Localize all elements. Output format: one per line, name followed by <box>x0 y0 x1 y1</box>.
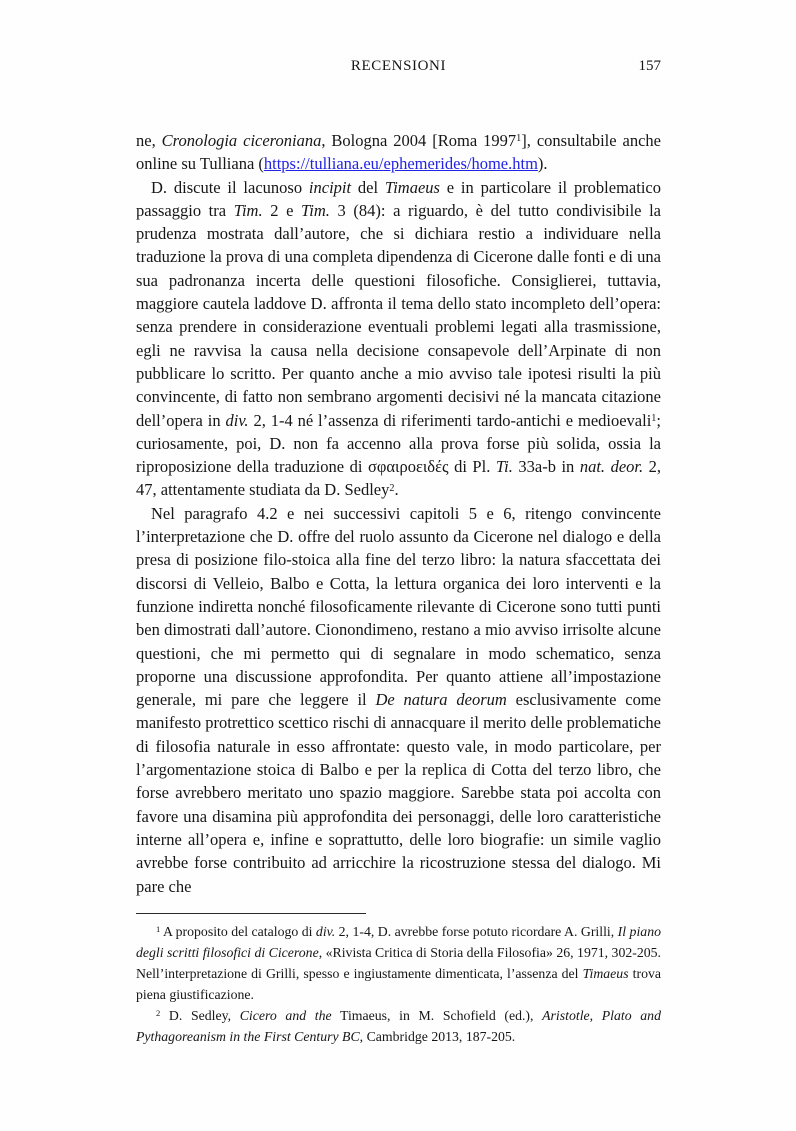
footnotes <box>136 921 661 1047</box>
text-run: 3 (84): a riguardo, è del tutto condivisibile la prudenza mostrata dall’autore, che si dichiara restio a individuare nella traduzione la prova di una completa dipendenza di Cicerone dalle fonti e di una sua padronanza incerta delle questioni filosofiche. Consiglierei, tuttavia, maggiore cautela laddove D. affronta il tema dello stato incompleto dell’opera: senza prendere in considerazione eventuali problemi legati alla trasmissione, egli ne ravvisa la causa nella decisione consapevole dell’Arpinate di non pubblicare lo scritto. Per quanto anche a mio avviso tale ipotesi risulti la più convincente, di fatto non sembrano argomenti decisivi né la mancata citazione dell’opera in <box>136 200 661 430</box>
text-run: 2 e <box>262 200 302 220</box>
text-run: 2, 1-4 né l’assenza di riferimenti tardo-antichi e medioevali <box>248 410 652 430</box>
text-run: Aristotle, Plato and Pythagoreanism in the First Century BC <box>136 1008 661 1044</box>
text-run: Il piano degli scritti filosofici di Cicerone <box>136 924 661 960</box>
footnote-reference: 2 <box>389 482 395 494</box>
text-run: div. <box>315 924 336 939</box>
text-run: Nel paragrafo 4.2 e nei successivi capitoli 5 e 6, ritengo convincente l’interpretazione che D. offre del ruolo assunto da Cicerone nel dialogo e della presa di posizione filo-stoica alla fine del terzo libro: la natura sfaccettata dei discorsi di Velleio, Balbo e Cotta, la lettura organica dei loro interventi e la funzione indiretta nonché filosoficamente rilevante di Cicerone sono tutti punti ben dimostrati dall’autore. Cionondimeno, restano a mio avviso irrisolte alcune questioni, che mi permetto qui di segnalare in modo schematico, senza proporne una discussione approfondita. Per quanto attiene all’impostazione generale, mi pare che leggere il <box>136 503 661 710</box>
tulliana-link[interactable]: https://tulliana.eu/ephemerides/home.htm <box>263 154 538 174</box>
text-run: , «Rivista Critica di Storia della Filosofia» 26, 1971, 302-205. Nell’interpretazione di Grilli, spesso e ingiustamente dimenticata, l’assenza del <box>136 945 661 981</box>
footnote-reference: 1 <box>516 133 522 145</box>
body-paragraph-3 <box>136 502 661 898</box>
text-run: Tim. <box>301 200 330 220</box>
review-body <box>136 129 661 898</box>
text-run: A proposito del catalogo di <box>160 924 316 939</box>
body-paragraph-2 <box>136 176 661 502</box>
footnote-1 <box>136 921 661 1005</box>
page-heading: RECENSIONI <box>350 58 447 74</box>
text-run: 33a-b in <box>512 457 580 477</box>
text-run: Cronologia ciceroniana <box>161 131 322 150</box>
footnote-2 <box>136 1005 661 1047</box>
text-run: Ti. <box>495 457 513 477</box>
text-run: Timaeus <box>582 966 629 981</box>
text-run: . <box>394 480 399 500</box>
text-run: , Cambridge 2013, 187-205. <box>359 1029 516 1044</box>
running-head <box>136 58 661 78</box>
text-run: ; curiosamente, poi, D. non fa accenno alla prova forse più solida, ossia la riproposizione della traduzione di σφαιροειδές di Pl. <box>136 410 661 477</box>
text-run: Timaeus, in M. Schofield (ed.), <box>331 1008 543 1023</box>
text-run: trova piena giustificazione. <box>136 966 661 1002</box>
text-run: ], consultabile anche online su Tulliana ( <box>136 131 661 174</box>
footnote-reference: 2 <box>156 1008 161 1019</box>
footnote-reference: 1 <box>651 412 657 424</box>
text-run: ne, <box>136 131 162 150</box>
text-run: incipit <box>308 177 352 197</box>
page-number: 157 <box>638 58 661 74</box>
footnote-reference: 1 <box>156 924 161 935</box>
text-run: 2, 1-4, D. avrebbe forse potuto ricordare A. Grilli, <box>335 924 618 939</box>
body-paragraph-1 <box>136 129 661 176</box>
text-run: e in particolare il problematico passaggio tra <box>136 177 661 220</box>
text-run: nat. deor. <box>579 457 644 477</box>
text-run: Timaeus <box>384 177 440 197</box>
text-run: del <box>351 177 385 197</box>
text-run: esclusivamente come manifesto protrettico scettico rischi di annacquare il merito delle problematiche di filosofia naturale in esso affrontate: questo vale, in modo particolare, per l’argomentazione stoica di Balbo e per la replica di Cotta del terzo libro, che forse avrebbero meritato uno spazio maggiore. Sarebbe stata poi accolta con favore una disamina più approfondita dei personaggi, delle loro caratteristiche interne all’opera e, infine e soprattutto, delle loro biografie: un simile vaglio avrebbe forse contribuito ad arricchire la ricostruzione stessa del dialogo. Mi pare che <box>136 690 661 896</box>
text-run: D. discute il lacunoso <box>151 177 309 197</box>
text-run: , Bologna 2004 [Roma 1997 <box>321 131 517 150</box>
footnote-separator <box>136 913 366 914</box>
text-run: Tim. <box>233 200 263 220</box>
text-run: 2, 47, attentamente studiata da D. Sedley <box>136 457 662 500</box>
text-run: D. Sedley, <box>160 1008 240 1023</box>
text-run: ). <box>537 154 548 174</box>
text-run: Cicero and the <box>239 1008 332 1023</box>
text-run: De natura deorum <box>375 690 507 710</box>
text-run: div. <box>225 410 249 430</box>
